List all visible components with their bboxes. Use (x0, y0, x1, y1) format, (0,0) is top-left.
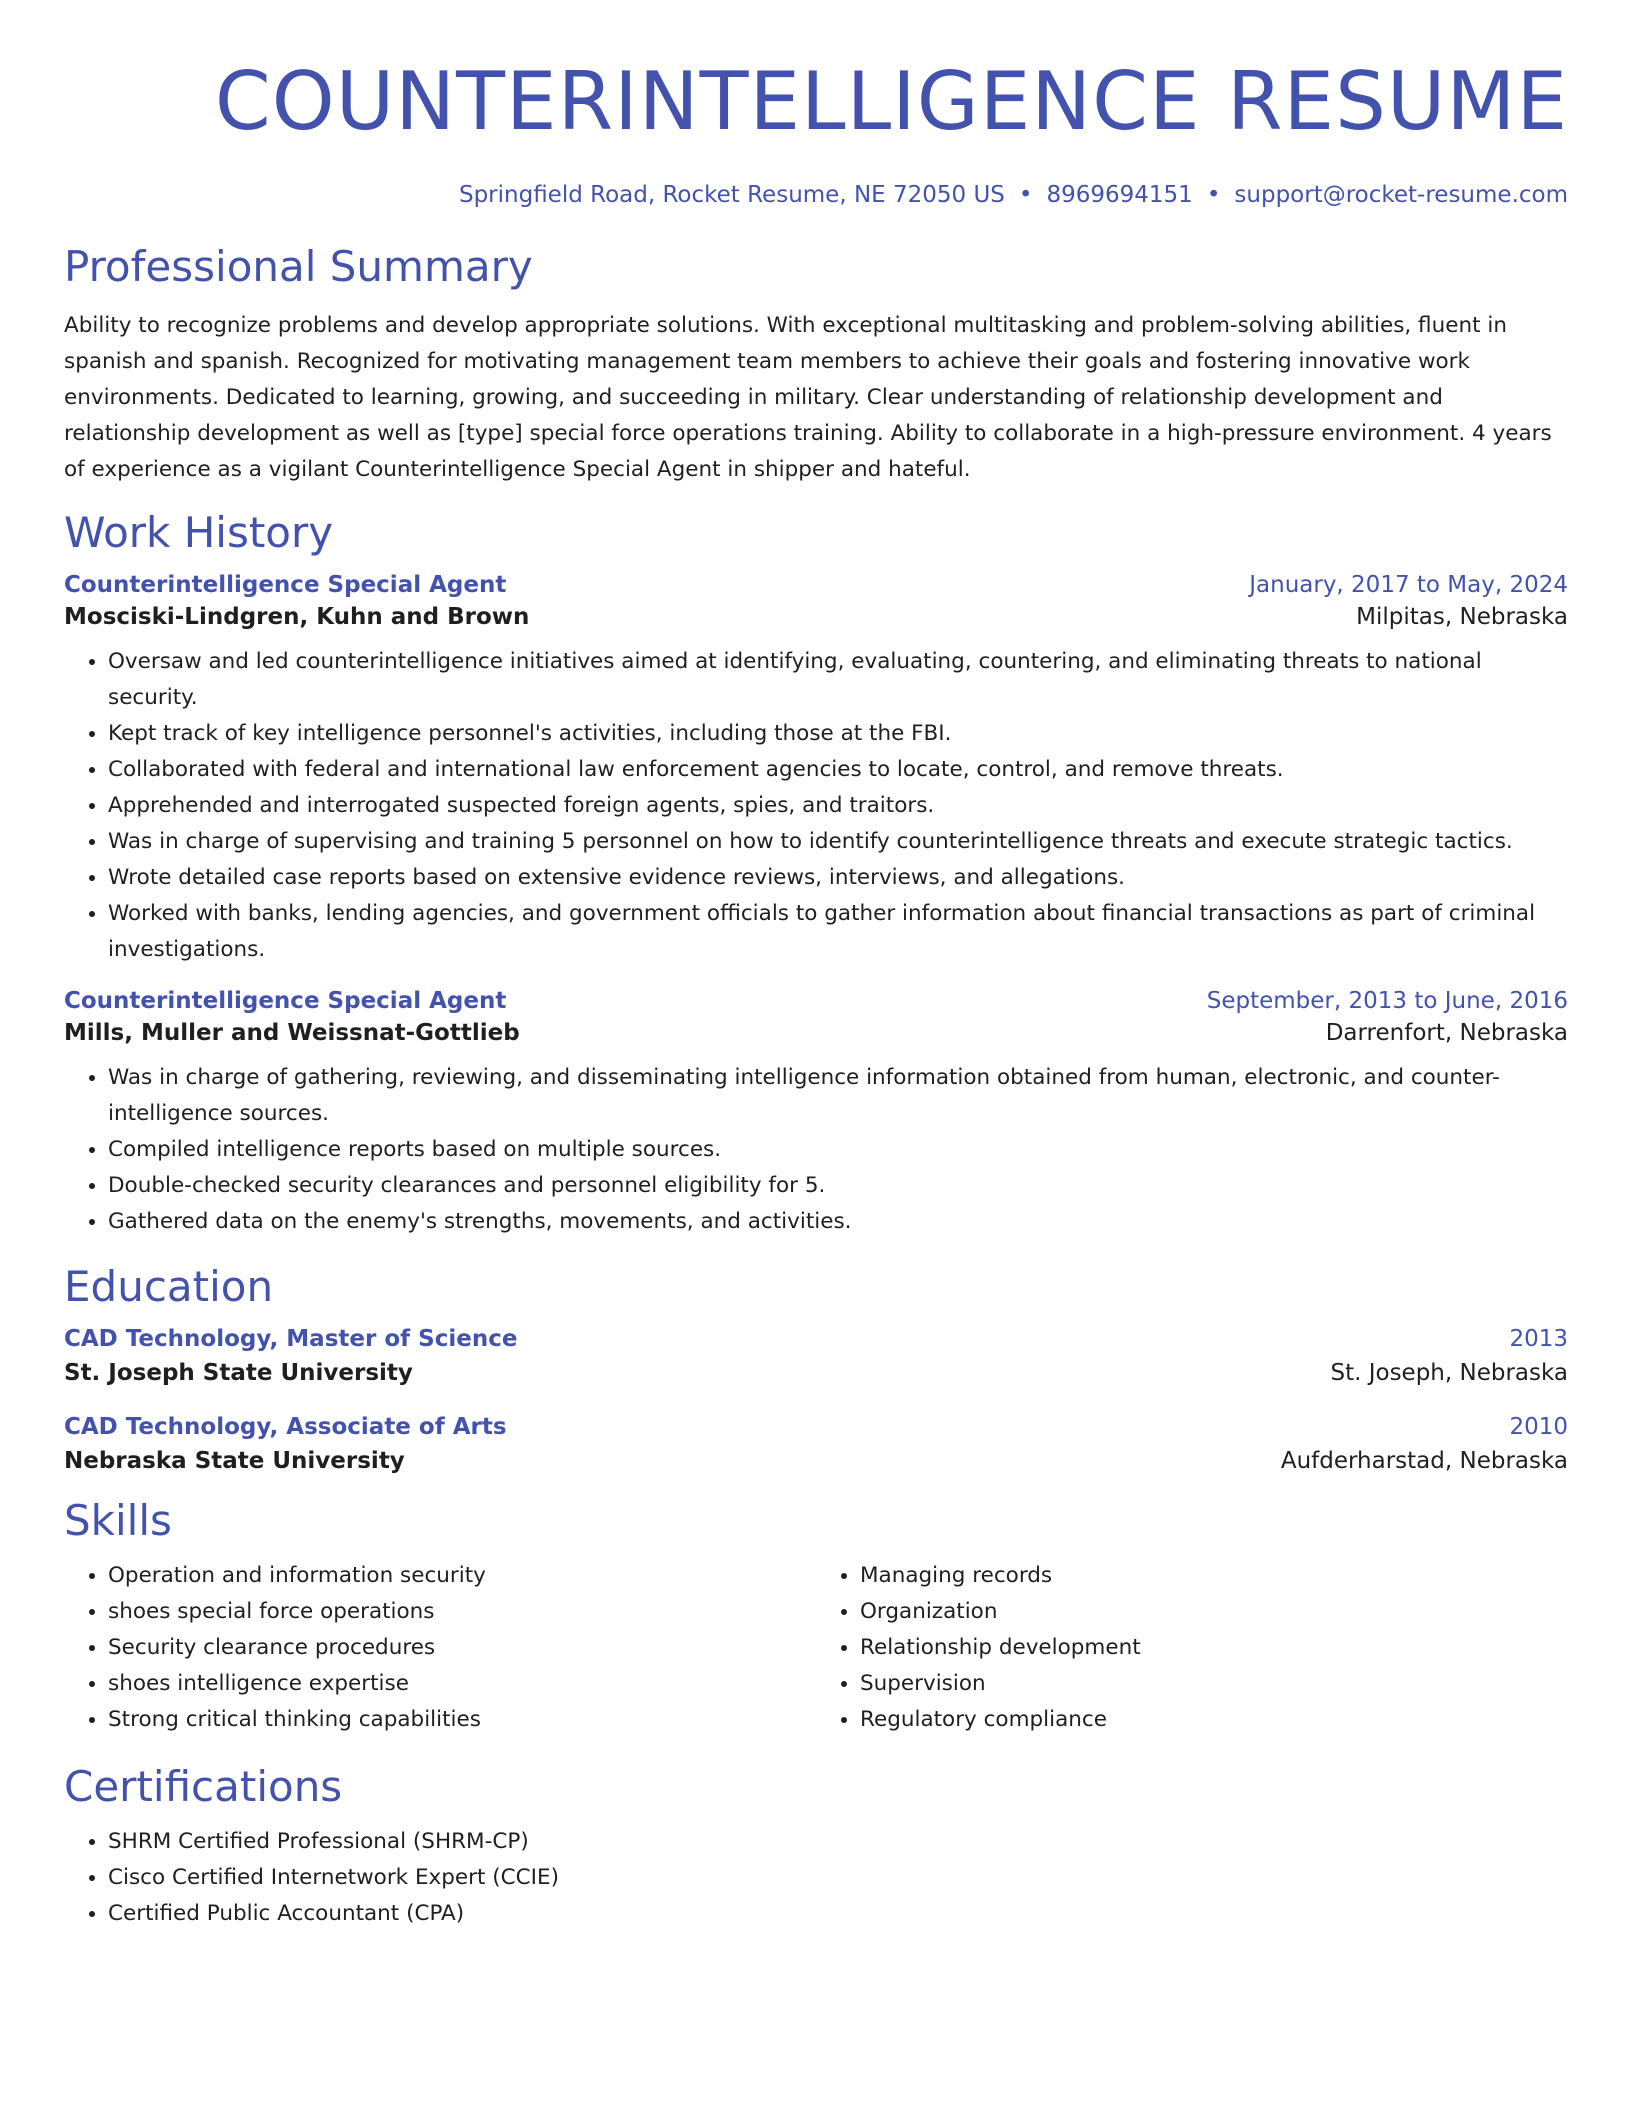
job-bullets (64, 1060, 1568, 1240)
education-school-row (64, 1448, 1568, 1474)
job-bullet: • Was in charge of supervising and training 5 personnel on how to identify counterintelligence threats and execute strategic tactics. (108, 824, 1568, 860)
job-location: Darrenfort, Nebraska (1325, 1020, 1568, 1046)
certification-item: • Cisco Certified Internetwork Expert (CCIE) (108, 1860, 1568, 1896)
skill-item: • shoes intelligence expertise (108, 1666, 816, 1702)
education-year: 2013 (1509, 1326, 1568, 1352)
job-bullet: • Wrote detailed case reports based on extensive evidence reviews, interviews, and allegations. (108, 860, 1568, 896)
education-location: St. Joseph, Nebraska (1330, 1360, 1568, 1386)
skill-item: • Strong critical thinking capabilities (108, 1702, 816, 1738)
certification-item: • Certified Public Accountant (CPA) (108, 1896, 1568, 1932)
certifications-heading: Certifications (64, 1762, 343, 1811)
job-bullet: • Apprehended and interrogated suspected foreign agents, spies, and traitors. (108, 788, 1568, 824)
job-company: Mills, Muller and Weissnat-Gottlieb (64, 1020, 520, 1046)
skills-list-left (64, 1558, 816, 1738)
skill-item: • shoes special force operations (108, 1594, 816, 1630)
job-bullet: • Compiled intelligence reports based on multiple sources. (108, 1132, 1568, 1168)
skill-item: • Security clearance procedures (108, 1630, 816, 1666)
education-location: Aufderharstad, Nebraska (1280, 1448, 1568, 1474)
contact-line (64, 182, 1568, 208)
resume-title: COUNTERINTELLIGENCE RESUME (214, 55, 1568, 148)
job-bullets (64, 644, 1568, 968)
job-dates: September, 2013 to June, 2016 (1206, 988, 1568, 1014)
work-history-heading: Work History (64, 508, 334, 557)
summary-text: Ability to recognize problems and develop appropriate solutions. With exceptional multitasking and problem-solving abilities, fluent in spanish and spanish. Recognized for motivating management team members to achieve their goals and fostering innovative work environments. Dedicated to learning, growing, and succeeding in military. Clear understanding of relationship development and relationship development as well as [type] special force operations training. Ability to collaborate in a high-pressure environment. 4 years of experience as a vigilant Counterintelligence Special Agent in shipper and hateful. (64, 313, 1552, 482)
contact-email[interactable]: support@rocket-resume.com (1234, 182, 1568, 208)
education-degree: CAD Technology, Master of Science (64, 1326, 518, 1352)
job-bullet: • Double-checked security clearances and personnel eligibility for 5. (108, 1168, 1568, 1204)
job-header-row (64, 988, 1568, 1014)
job-bullet: • Oversaw and led counterintelligence initiatives aimed at identifying, evaluating, countering, and eliminating threats to national security. (108, 644, 1568, 716)
skills-grid (64, 1558, 1568, 1738)
job-location: Milpitas, Nebraska (1356, 604, 1568, 630)
job-bullet: • Gathered data on the enemy's strengths, movements, and activities. (108, 1204, 1568, 1240)
job-title: Counterintelligence Special Agent (64, 572, 507, 598)
skills-heading: Skills (64, 1496, 172, 1545)
certifications-list (64, 1824, 1568, 1932)
skill-item: • Organization (860, 1594, 1568, 1630)
education-header-row (64, 1414, 1568, 1440)
job-bullet: • Worked with banks, lending agencies, and government officials to gather information about financial transactions as part of criminal investigations. (108, 896, 1568, 968)
job-company-row (64, 1020, 1568, 1046)
education-year: 2010 (1509, 1414, 1568, 1440)
job-entry (64, 572, 1568, 968)
job-bullet: • Collaborated with federal and international law enforcement agencies to locate, control, and remove threats. (108, 752, 1568, 788)
contact-separator: • (1206, 182, 1221, 208)
education-school-row (64, 1360, 1568, 1386)
job-title: Counterintelligence Special Agent (64, 988, 507, 1014)
job-company-row (64, 604, 1568, 630)
job-company: Mosciski-Lindgren, Kuhn and Brown (64, 604, 530, 630)
contact-address: Springfield Road, Rocket Resume, NE 72050 US (458, 182, 1005, 208)
job-bullet: • Was in charge of gathering, reviewing, and disseminating intelligence information obtained from human, electronic, and counter-intelligence sources. (108, 1060, 1568, 1132)
education-heading: Education (64, 1262, 274, 1311)
skill-item: • Regulatory compliance (860, 1702, 1568, 1738)
skill-item: • Relationship development (860, 1630, 1568, 1666)
education-entry (64, 1326, 1568, 1386)
certification-item: • SHRM Certified Professional (SHRM-CP) (108, 1824, 1568, 1860)
education-school: St. Joseph State University (64, 1360, 413, 1386)
job-header-row (64, 572, 1568, 598)
contact-phone: 8969694151 (1046, 182, 1193, 208)
education-entry (64, 1414, 1568, 1474)
education-school: Nebraska State University (64, 1448, 405, 1474)
education-header-row (64, 1326, 1568, 1352)
education-degree: CAD Technology, Associate of Arts (64, 1414, 507, 1440)
job-bullet: • Kept track of key intelligence personnel's activities, including those at the FBI. (108, 716, 1568, 752)
skills-list-right (816, 1558, 1568, 1738)
skill-item: • Managing records (860, 1558, 1568, 1594)
contact-separator: • (1018, 182, 1033, 208)
job-dates: January, 2017 to May, 2024 (1249, 572, 1568, 598)
skill-item: • Supervision (860, 1666, 1568, 1702)
summary-heading: Professional Summary (64, 242, 533, 291)
job-entry (64, 988, 1568, 1240)
skill-item: • Operation and information security (108, 1558, 816, 1594)
